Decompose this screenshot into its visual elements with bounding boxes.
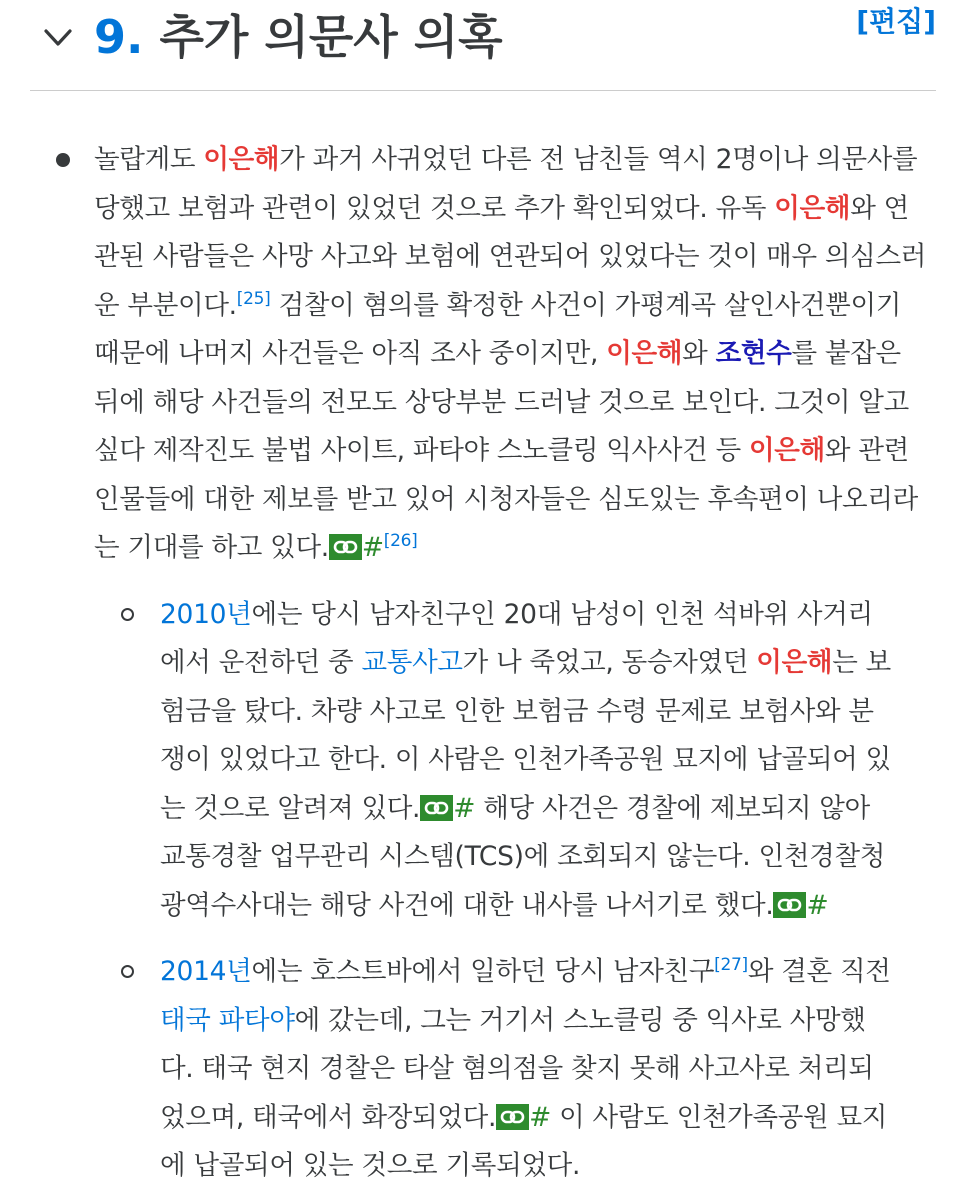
chevron-down-icon[interactable] <box>40 20 76 56</box>
person-name-highlight: 이은해 <box>606 338 683 369</box>
text-run: 해당 사건은 경찰에 제보되지 않아 교통경찰 업무관리 시스템(TCS)에 조회되지 않는다. 인천경찰청 광역수사대는 해당 사건에 대한 내사를 나서기로 했다. <box>160 792 886 921</box>
list-item-main <box>0 136 966 1191</box>
text-run: 와 관련 인물들에 대한 제보를 받고 있어 시청자들은 심도있는 후속편이 나오리라는 기대를 하고 있다. <box>94 435 918 563</box>
section-content <box>0 136 966 1191</box>
text-run: 와 <box>682 338 716 369</box>
external-link[interactable] <box>420 793 475 824</box>
section-heading <box>94 6 503 68</box>
text-run: 를 붙잡은 뒤에 해당 사건들의 전모도 상당부분 드러날 것으로 보인다. 그것이 알고싶다 제작진도 불법 사이트, 파타야 스노클링 익사사건 등 <box>94 338 909 466</box>
text-run: 에 갔는데, 그는 거기서 스노클링 중 익사로 사망했다. 태국 현지 경찰은 타살 혐의점을 찾지 못해 사고사로 처리되었으며, 태국에서 화장되었다. <box>160 1004 874 1133</box>
sub-bullet-list <box>94 591 932 1191</box>
text-run: 에는 당시 남자친구인 20대 남성이 인천 석바위 사거리에서 운전하던 중 <box>160 598 873 678</box>
footnote-26[interactable]: [26] <box>383 531 418 552</box>
external-link[interactable] <box>496 1102 551 1133</box>
bullet-circle-icon <box>121 965 134 978</box>
person-name-highlight: 이은해 <box>203 144 280 175</box>
link-icon <box>496 1104 529 1130</box>
section-header <box>30 0 936 91</box>
person-name-highlight: 조현수 <box>715 338 792 369</box>
footnote-25[interactable]: [25] <box>236 288 271 309</box>
external-link-hash[interactable]: # <box>453 792 476 824</box>
edit-link[interactable]: [편집] <box>856 5 936 38</box>
text-run: 검찰이 혐의를 확정한 사건이 가평계곡 살인사건뿐이기 때문에 나머지 사건들은 아직 조사 중이지만, <box>94 289 902 369</box>
year-link-2010[interactable]: 2010년 <box>160 598 252 630</box>
text-run: 와 결혼 직전 <box>747 956 891 987</box>
link-icon <box>420 795 453 821</box>
bullet-circle-icon <box>121 608 134 621</box>
text-run: 와 연관된 사람들은 사망 사고와 보험에 연관되어 있었다는 것이 매우 의심스러운 부분이다. <box>94 192 927 321</box>
list-item-2010 <box>0 591 932 931</box>
bullet-list <box>0 136 966 1191</box>
footnote-27[interactable]: [27] <box>714 955 748 976</box>
person-name-highlight: 이은해 <box>749 435 825 466</box>
text-run: 이 사람도 인천가족공원 묘지에 납골되어 있는 것으로 기록되었다. <box>160 1101 888 1181</box>
section-title: 추가 의문사 의혹 <box>159 10 503 64</box>
text-run: 는 보험금을 탔다. 차량 사고로 인한 보험금 수령 문제로 보험사와 분쟁이 있었다고 한다. 이 사람은 인천가족공원 묘지에 납골되어 있는 것으로 알려져 있다. <box>160 647 891 824</box>
text-run: 에는 호스트바에서 일하던 당시 남자친구 <box>251 956 715 987</box>
text-run: 가 나 죽었고, 동승자였던 <box>462 647 757 678</box>
person-name-highlight: 이은해 <box>774 192 851 224</box>
pattaya-link[interactable]: 태국 파타야 <box>160 1004 295 1036</box>
link-icon <box>773 892 806 918</box>
list-item-2014 <box>0 948 932 1191</box>
external-link[interactable] <box>773 890 828 921</box>
person-name-highlight: 이은해 <box>756 647 833 678</box>
link-icon <box>329 534 362 560</box>
text-run: 놀랍게도 <box>94 144 204 175</box>
external-link-hash[interactable]: # <box>529 1101 551 1133</box>
text-run: 가 과거 사귀었던 다른 전 남친들 역시 2명이나 의문사를 당했고 보험과 관련이 있었던 것으로 추가 확인되었다. 유독 <box>94 144 918 224</box>
year-link-2014[interactable]: 2014년 <box>160 956 252 987</box>
external-link[interactable] <box>329 532 384 563</box>
traffic-accident-link[interactable]: 교통사고 <box>361 647 463 678</box>
section-number[interactable]: 9. <box>94 10 144 64</box>
bullet-disc-icon <box>56 153 70 167</box>
external-link-hash[interactable]: # <box>806 889 829 921</box>
external-link-hash[interactable]: # <box>361 532 384 563</box>
